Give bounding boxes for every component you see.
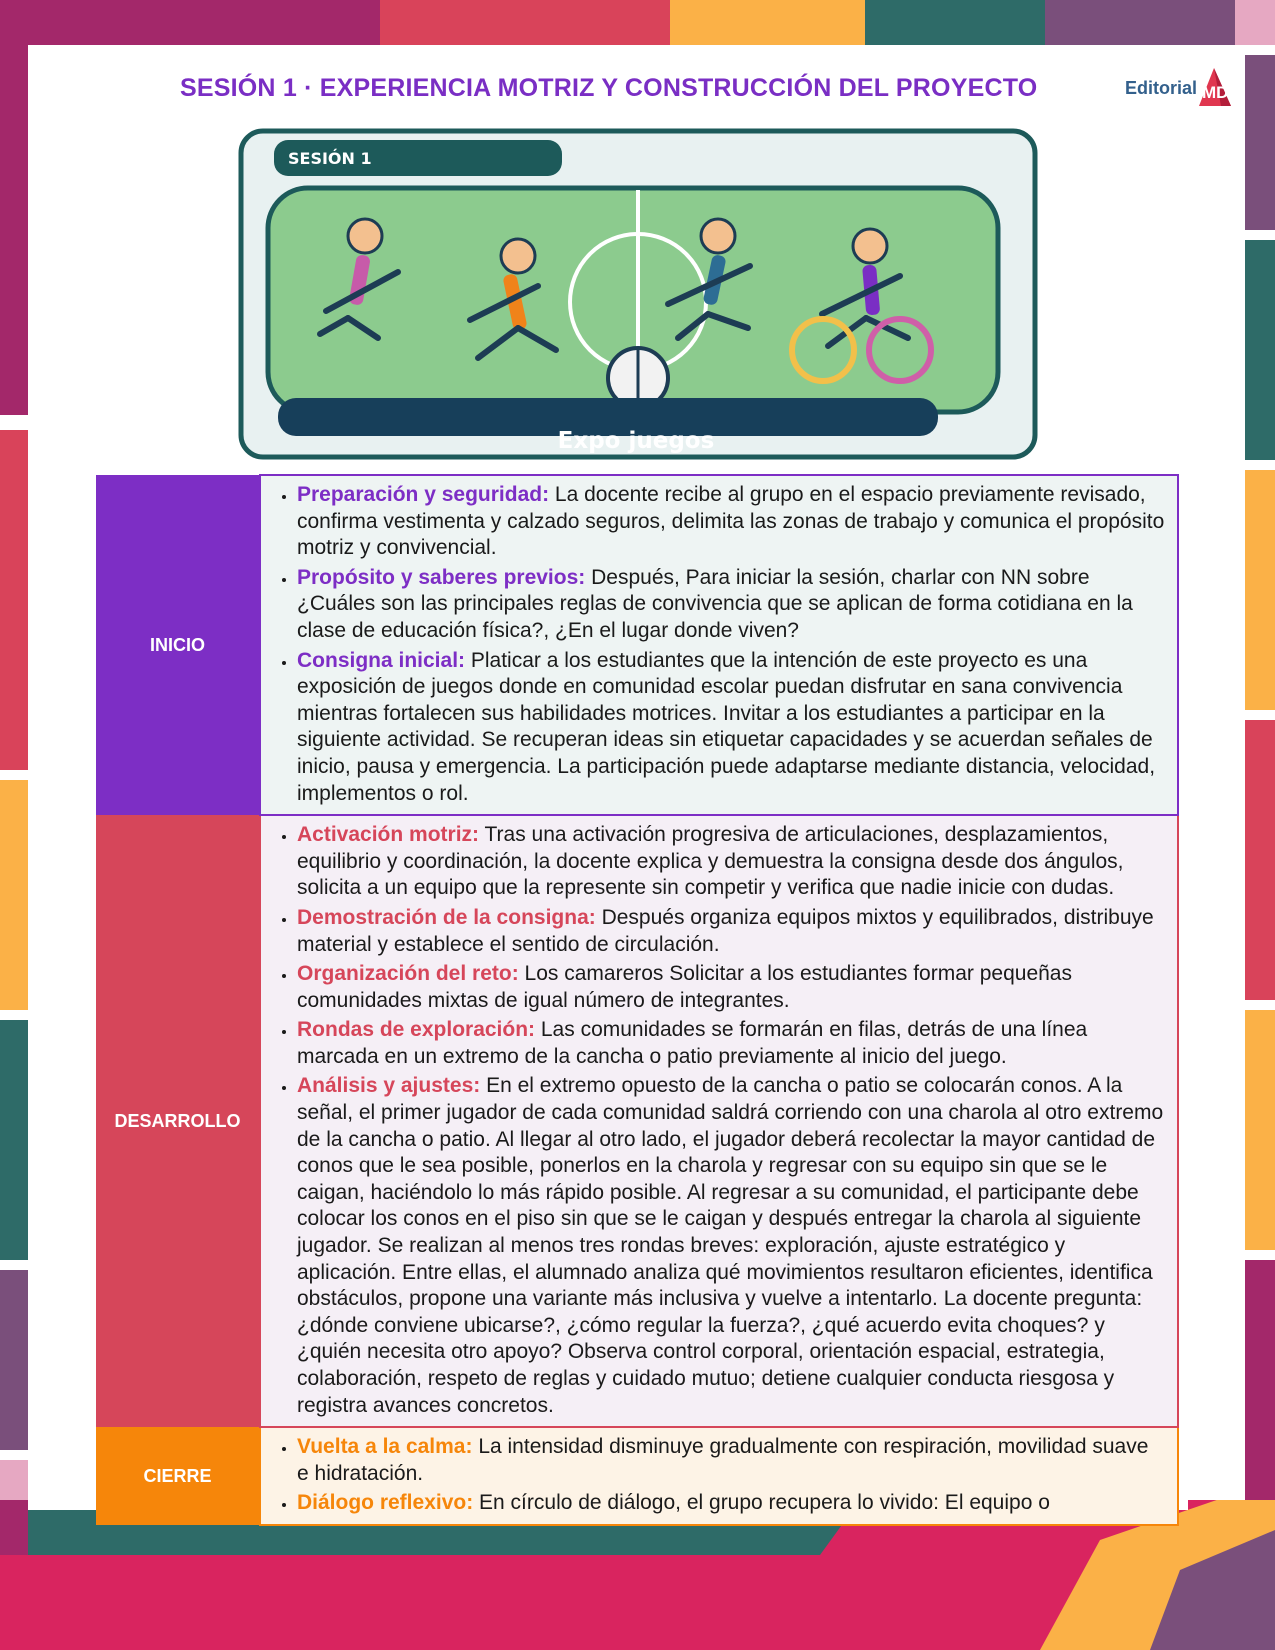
frame-left-4 (0, 1020, 28, 1260)
frame-top-block-orange (670, 0, 865, 45)
frame-right-3 (1245, 470, 1275, 710)
logo-text: Editorial (1125, 78, 1198, 98)
lesson-plan-table (96, 474, 1179, 1526)
list-item: • Diálogo reflexivo: En círculo de diálogo, el grupo recupera lo vivido: El equipo o (297, 1490, 1165, 1517)
editorial-md-logo (1125, 70, 1230, 110)
desarrollo-content (260, 815, 1178, 1427)
inicio-row (96, 475, 1178, 815)
illustration-caption: Expo juegos (557, 428, 715, 454)
frame-right-4 (1245, 720, 1275, 1000)
list-item: • Propósito y saberes previos: Después, Para iniciar la sesión, charlar con NN sobre ¿Cuáles son las principales reglas de convivencia que se aplican de forma cotidiana en la clase de educación física?, ¿En el lugar donde viven? (297, 565, 1165, 645)
list-item: • Consigna inicial: Platicar a los estudiantes que la intención de este proyecto es una exposición de juegos donde en comunidad escolar puedan disfrutar en sana convivencia mientras fortalecen sus habilidades motrices. Invitar a los estudiantes a participar en la siguiente actividad. Se recuperan ideas sin etiquetar capacidades y se acuerdan señales de inicio, pausa y emergencia. La participación puede adaptarse mediante distancia, velocidad, implementos o rol. (297, 648, 1165, 808)
phase-label-cierre: CIERRE (96, 1427, 260, 1525)
desarrollo-row (96, 815, 1178, 1427)
expo-juegos-illustration (238, 128, 1038, 460)
list-item: • Activación motriz: Tras una activación progresiva de articulaciones, desplazamientos, equilibrio y coordinación, la docente explica y demuestra la consigna desde dos ángulos, solicita a un equipo que la represente sin competir y verifica que nadie inicie con dudas. (297, 822, 1165, 902)
list-item: • Preparación y seguridad: La docente recibe al grupo en el espacio previamente revisado, confirma vestimenta y calzado seguros, delimita las zonas de trabajo y comunica el propósito motriz y convivencial. (297, 482, 1165, 562)
cierre-content (260, 1427, 1178, 1525)
phase-label-desarrollo: DESARROLLO (96, 815, 260, 1427)
list-item: • Vuelta a la calma: La intensidad disminuye gradualmente con respiración, movilidad suave e hidratación. (297, 1434, 1165, 1487)
frame-top-block-teal (865, 0, 1045, 45)
frame-top-block-violet (1045, 0, 1235, 45)
frame-top-block-purple (0, 0, 380, 45)
frame-right-1 (1245, 55, 1275, 230)
frame-top-block-pink (1235, 0, 1275, 45)
frame-right-2 (1245, 240, 1275, 460)
list-item: • Rondas de exploración: Las comunidades se formarán en filas, detrás de una línea marcada en un extremo de la cancha o patio previamente al inicio del juego. (297, 1017, 1165, 1070)
frame-left-1 (0, 45, 28, 415)
phase-label-inicio: INICIO (96, 475, 260, 815)
session-label: SESIÓN 1 (288, 149, 372, 168)
list-item: • Organización del reto: Los camareros Solicitar a los estudiantes formar pequeñas comunidades mixtas de igual número de integrantes. (297, 961, 1165, 1014)
frame-right-5 (1245, 1010, 1275, 1250)
frame-left-5 (0, 1270, 28, 1450)
frame-left-2 (0, 430, 28, 770)
logo-badge-text: MD (1202, 83, 1229, 102)
list-item: • Demostración de la consigna: Después organiza equipos mixtos y equilibrados, distribuye material y establece el sentido de circulación. (297, 905, 1165, 958)
inicio-content (260, 475, 1178, 815)
frame-left-3 (0, 780, 28, 1010)
frame-right-6 (1245, 1260, 1275, 1510)
cierre-row (96, 1427, 1178, 1525)
page-title: SESIÓN 1 · EXPERIENCIA MOTRIZ Y CONSTRUCCIÓN DEL PROYECTO (180, 74, 1038, 102)
list-item: • Análisis y ajustes: En el extremo opuesto de la cancha o patio se colocarán conos. A la señal, el primer jugador de cada comunidad saldrá corriendo con una charola al otro extremo de la cancha o patio. Al llegar al otro lado, el jugador deberá recolectar la mayor cantidad de conos que le sea posible, ponerlos en la charola y regresar con su equipo sin que se le caigan, haciéndolo lo más rápido posible. Al regresar a su comunidad, el participante debe colocar los conos en el piso sin que se le caigan y después entregar la charola al siguiente jugador. Se realizan al menos tres rondas breves: exploración, ajuste estratégico y aplicación. Entre ellas, el alumnado analiza qué movimientos resultaron eficientes, identifica obstáculos, propone una variante más inclusiva y vuelve a intentarlo. La docente pregunta: ¿dónde conviene ubicarse?, ¿cómo regular la fuerza?, ¿qué acuerdo evita choques? y ¿quién necesita otro apoyo? Observa control corporal, orientación espacial, estrategia, colaboración, respeto de reglas y cuidado mutuo; detiene cualquier conducta riesgosa y registra avances concretos. (297, 1073, 1165, 1419)
